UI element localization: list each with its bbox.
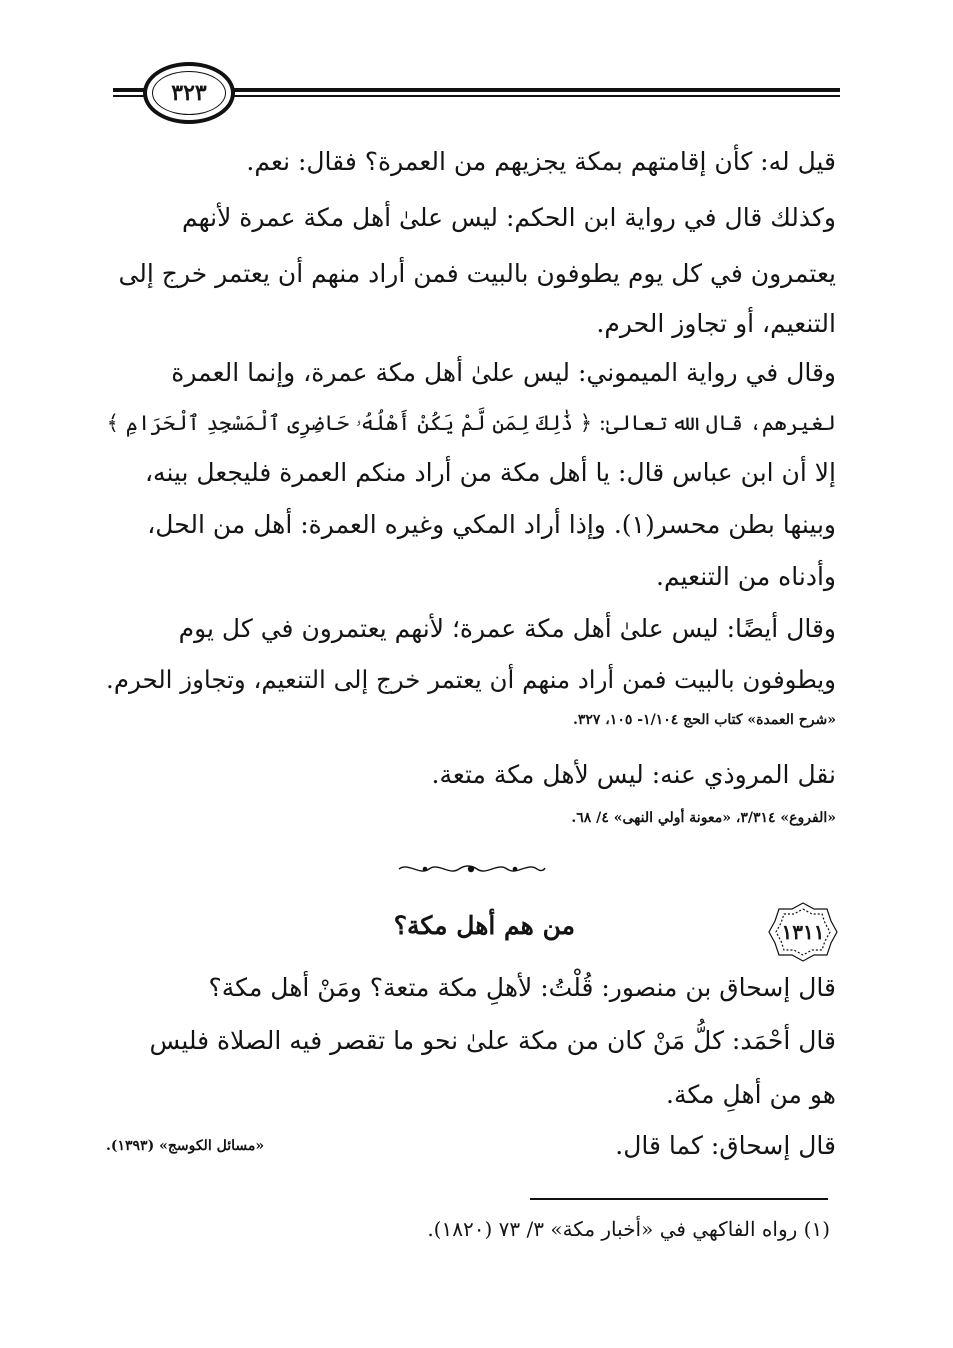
text-line: إلا أن ابن عباس قال: يا أهل مكة من أراد منكم العمرة فليجعل بينه، — [144, 458, 836, 487]
text-line: ويطوفون بالبيت فمن أراد منهم أن يعتمر خرج إلى التنعيم، وتجاوز الحرم. — [106, 665, 836, 694]
question-number-badge — [767, 900, 839, 964]
text-line: قال أحْمَد: كلُّ مَنْ كان من مكة علىٰ نحو ما تقصر فيه الصلاة فليس — [149, 1026, 836, 1055]
text-line: وبينها بطن محسر(١). وإذا أراد المكي وغيره العمرة: أهل من الحل، — [147, 510, 836, 539]
source-citation: «شرح العمدة» كتاب الحج ١/١٠٤- ١٠٥، ٣٢٧. — [572, 712, 836, 728]
text-line: وقال في رواية الميموني: ليس علىٰ أهل مكة عمرة، وإنما العمرة — [171, 358, 836, 387]
text-line: قال إسحاق: كما قال. — [615, 1131, 836, 1160]
page-header — [113, 62, 840, 124]
text-line: يعتمرون في كل يوم يطوفون بالبيت فمن أراد منهم أن يعتمر خرج إلى — [118, 259, 836, 288]
text-line: هو من أهلِ مكة. — [666, 1080, 836, 1109]
text-line: وكذلك قال في رواية ابن الحكم: ليس علىٰ أهل مكة عمرة لأنهم — [181, 203, 836, 232]
text-line: وقال أيضًا: ليس علىٰ أهل مكة عمرة؛ لأنهم يعتمرون في كل يوم — [178, 614, 836, 643]
ornament-divider — [395, 862, 548, 876]
page-number: ٣٢٣ — [171, 80, 207, 106]
question-number: ١٣١١ — [781, 920, 825, 944]
text-line: نقل المروذي عنه: ليس لأهل مكة متعة. — [431, 760, 836, 789]
footnote: (١) رواه الفاكهي في «أخبار مكة» ٣/ ٧٣ (١٨٢٠). — [427, 1217, 830, 1241]
page-number-badge — [143, 62, 235, 124]
text-line-quran: لغيرهم، قال الله تعالىٰ: ﴿ ذَٰلِكَ لِمَن لَّمْ يَكُنْ أَهْلُهُۥ حَاضِرِى ٱلْمَسْجِدِ ٱلْحَرَامِ ﴾ — [106, 410, 836, 435]
section-title: من هم أهل مكة؟ — [393, 911, 575, 940]
footnote-rule — [530, 1198, 828, 1200]
text-line: التنعيم، أو تجاوز الحرم. — [596, 309, 836, 338]
source-citation: «مسائل الكوسج» (١٣٩٣). — [106, 1138, 265, 1154]
text-line: قال إسحاق بن منصور: قُلْتُ: لأهلِ مكة متعة؟ ومَنْ أهل مكة؟ — [208, 973, 836, 1002]
text-line: قيل له: كأن إقامتهم بمكة يجزيهم من العمرة؟ فقال: نعم. — [246, 147, 836, 176]
text-line: وأدناه من التنعيم. — [656, 562, 836, 591]
source-citation: «الفروع» ٣/٣١٤، «معونة أولي النهى» ٤/ ٦٨. — [571, 810, 836, 826]
